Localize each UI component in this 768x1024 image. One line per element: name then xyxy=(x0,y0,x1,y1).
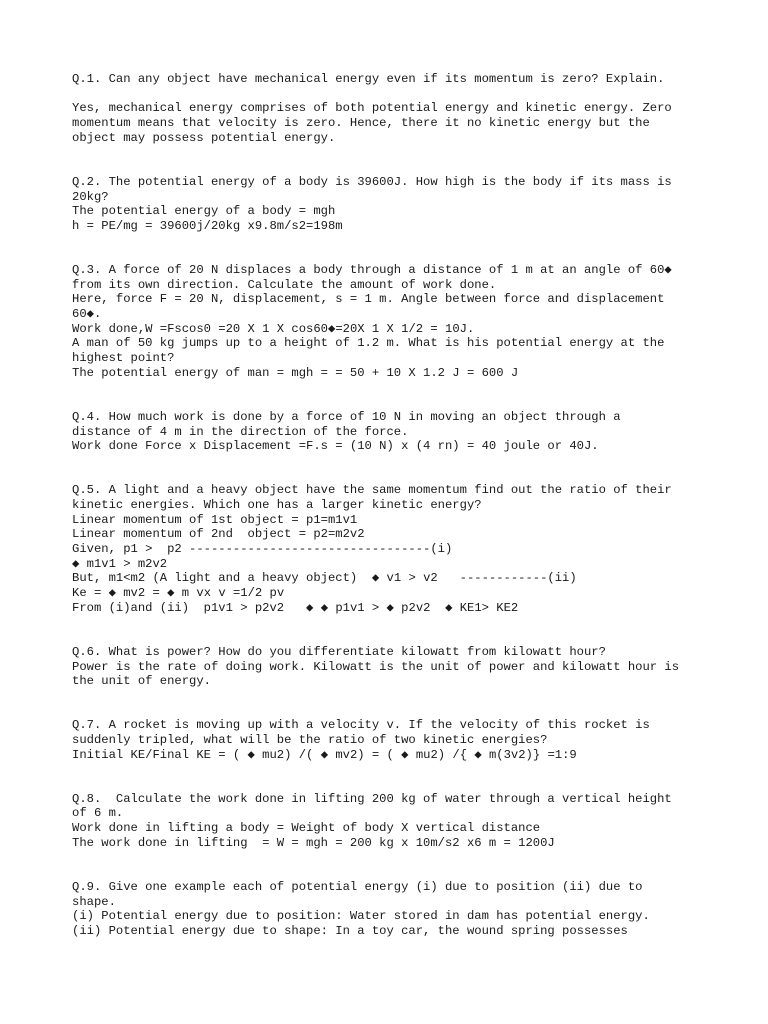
text-line: Q.3. A force of 20 N displaces a body through a distance of 1 m at an angle of 60◆ xyxy=(72,262,672,277)
text-line: The potential energy of a body = mgh xyxy=(72,204,336,219)
text-line: Here, force F = 20 N, displacement, s = 1 m. Angle between force and displacement xyxy=(72,292,665,307)
text-line: ◆ m1v1 > m2v2 xyxy=(72,556,168,571)
text-line: distance of 4 m in the direction of the force. xyxy=(72,424,409,439)
text-line: shape. xyxy=(72,894,116,909)
text-line: the unit of energy. xyxy=(72,674,211,689)
text-line: Initial KE/Final KE = ( ◆ mu2) /( ◆ mv2) = ( ◆ mu2) /{ ◆ m(3v2)} =1:9 xyxy=(72,747,577,762)
text-line: Yes, mechanical energy comprises of both potential energy and kinetic energy. Zero xyxy=(72,101,672,116)
text-line: Q.9. Give one example each of potential energy (i) due to position (ii) due to xyxy=(72,879,643,894)
text-line: Q.5. A light and a heavy object have the same momentum find out the ratio of their xyxy=(72,483,672,498)
text-line: Work done in lifting a body = Weight of body X vertical distance xyxy=(72,821,541,836)
text-line: h = PE/mg = 39600j/20kg x9.8m/s2=198m xyxy=(72,218,343,233)
text-line: The potential energy of man = mgh = = 50 + 10 X 1.2 J = 600 J xyxy=(72,365,519,380)
q2-block xyxy=(72,175,712,234)
text-line: momentum means that velocity is zero. Hence, there it no kinetic energy but the xyxy=(72,116,650,131)
text-line: From (i)and (ii) p1v1 > p2v2 ◆ ◆ p1v1 > ◆ p2v2 ◆ KE1> KE2 xyxy=(72,600,519,615)
q9-block xyxy=(72,880,712,939)
q4-block xyxy=(72,410,712,454)
text-line: Work done Force x Displacement =F.s = (10 N) x (4 rn) = 40 joule or 40J. xyxy=(72,439,599,454)
text-line: Q.2. The potential energy of a body is 39600J. How high is the body if its mass is xyxy=(72,174,672,189)
q5-block xyxy=(72,483,712,615)
text-line: object may possess potential energy. xyxy=(72,130,336,145)
text-line: kinetic energies. Which one has a larger kinetic energy? xyxy=(72,498,482,512)
text-line: Ke = ◆ mv2 = ◆ m vx v =1/2 pv xyxy=(72,586,285,601)
text-line: Q.4. How much work is done by a force of 10 N in moving an object through a xyxy=(72,409,621,424)
text-line: (i) Potential energy due to position: Water stored in dam has potential energy. xyxy=(72,909,650,924)
text-line: Q.1. Can any object have mechanical energy even if its momentum is zero? Explain. xyxy=(72,72,665,86)
text-line: Q.8. Calculate the work done in lifting 200 kg of water through a vertical height xyxy=(72,791,672,806)
q8-block xyxy=(72,792,712,851)
text-line: Given, p1 > p2 ---------------------------------(i) xyxy=(72,542,453,557)
q1-question-block xyxy=(72,72,712,87)
text-line: A man of 50 kg jumps up to a height of 1.2 m. What is his potential energy at the xyxy=(72,336,665,351)
text-line: of 6 m. xyxy=(72,806,124,821)
text-line: But, m1<m2 (A light and a heavy object) ◆ v1 > v2 ------------(ii) xyxy=(72,571,577,586)
q6-block xyxy=(72,645,712,689)
text-line: 20kg? xyxy=(72,189,109,204)
q7-block xyxy=(72,718,712,762)
text-line: Linear momentum of 1st object = p1=m1v1 xyxy=(72,512,358,527)
text-line: (ii) Potential energy due to shape: In a toy car, the wound spring possesses xyxy=(72,924,628,938)
document-body xyxy=(72,72,712,939)
text-line: Q.7. A rocket is moving up with a velocity v. If the velocity of this rocket is xyxy=(72,718,650,733)
text-line: Power is the rate of doing work. Kilowatt is the unit of power and kilowatt hour is xyxy=(72,659,680,674)
q1-answer-block xyxy=(72,101,712,145)
text-line: Q.6. What is power? How do you differentiate kilowatt from kilowatt hour? xyxy=(72,644,606,659)
text-line: suddenly tripled, what will be the ratio of two kinetic energies? xyxy=(72,733,548,748)
text-line: Linear momentum of 2nd object = p2=m2v2 xyxy=(72,527,365,542)
text-line: highest point? xyxy=(72,351,175,366)
text-line: 60◆. xyxy=(72,307,102,322)
text-line: The work done in lifting = W = mgh = 200 kg x 10m/s2 x6 m = 1200J xyxy=(72,835,555,850)
text-line: from its own direction. Calculate the amount of work done. xyxy=(72,277,497,292)
q3-block xyxy=(72,263,712,381)
text-line: Work done,W =Fscos0 =20 X 1 X cos60◆=20X 1 X 1/2 = 10J. xyxy=(72,321,475,336)
